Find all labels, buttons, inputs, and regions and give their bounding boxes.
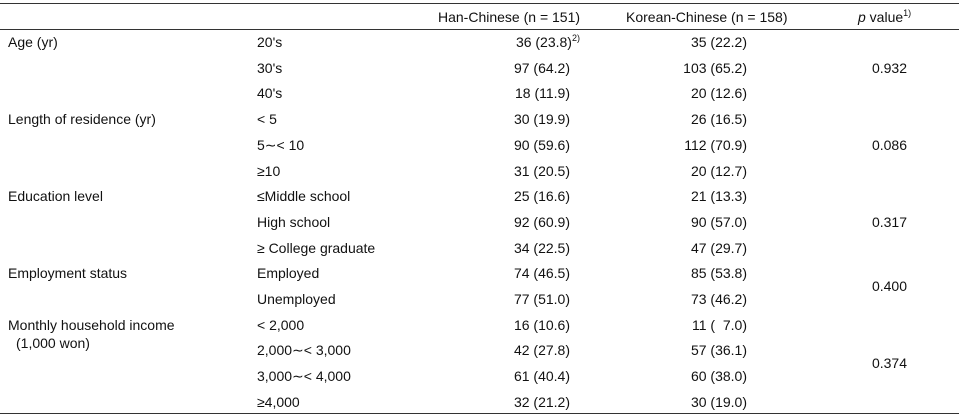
category-label: High school — [257, 213, 331, 230]
category-label: ≥4,000 — [257, 393, 300, 410]
category-label: 40's — [257, 85, 283, 102]
han-chinese-value: 90 (59.6) — [513, 136, 570, 153]
category-label: 20's — [257, 34, 283, 50]
han-chinese-value: 32 (21.2) — [513, 393, 570, 410]
header-p-value — [858, 8, 911, 26]
category-label: 2,000∼< 3,000 — [257, 342, 351, 359]
table-bottom-rule — [0, 413, 959, 414]
han-chinese-value: 18 (11.9) — [515, 85, 570, 102]
korean-chinese-value: 30 (19.0) — [690, 393, 747, 410]
han-chinese-value: 31 (20.5) — [513, 162, 570, 179]
korean-chinese-value: 85 (53.8) — [690, 265, 747, 282]
table-header-rule — [0, 29, 959, 30]
category-label: 3,000∼< 4,000 — [257, 368, 351, 385]
category-label: ≥ College graduate — [257, 239, 376, 256]
korean-chinese-value: 73 (46.2) — [690, 291, 747, 307]
category-label: < 5 — [257, 111, 277, 128]
korean-chinese-value: 57 (36.1) — [690, 342, 747, 359]
han-chinese-value: 30 (19.9) — [513, 111, 570, 128]
category-label: 5∼< 10 — [257, 136, 305, 153]
han-chinese-value: 97 (64.2) — [513, 59, 570, 76]
han-chinese-value: 16 (10.6) — [513, 316, 570, 333]
category-label: < 2,000 — [257, 316, 305, 333]
p-value: 0.086 — [871, 136, 907, 153]
han-chinese-value: 61 (40.4) — [513, 368, 570, 385]
variable-name: Employment status — [8, 265, 128, 282]
korean-chinese-value: 35 (22.2) — [690, 34, 747, 50]
category-label: Unemployed — [257, 291, 336, 307]
korean-chinese-value: 60 (38.0) — [690, 368, 747, 385]
footnote-marker-1: 1) — [903, 8, 912, 18]
han-chinese-value: 77 (51.0) — [513, 291, 570, 307]
variable-name: Length of residence (yr) — [8, 111, 156, 128]
korean-chinese-value: 47 (29.7) — [690, 239, 747, 256]
category-label: ≥10 — [257, 162, 281, 179]
variable-name: Monthly household income — [8, 316, 175, 333]
header-han-chinese: Han-Chinese (n = 151) — [438, 9, 581, 25]
p-value: 0.374 — [871, 355, 907, 372]
variable-name: Education level — [8, 188, 103, 205]
han-chinese-value: 74 (46.5) — [513, 265, 570, 282]
korean-chinese-value: 20 (12.7) — [690, 162, 747, 179]
p-value: 0.400 — [871, 278, 907, 295]
footnote-marker-2: 2) — [571, 33, 580, 43]
variable-unit: (1,000 won) — [16, 334, 90, 351]
han-chinese-value: 34 (22.5) — [513, 239, 570, 256]
variable-name: Age (yr) — [8, 34, 58, 50]
table-top-rule — [0, 3, 959, 4]
korean-chinese-value: 90 (57.0) — [690, 213, 747, 230]
han-chinese-value: 92 (60.9) — [513, 213, 570, 230]
han-chinese-value: 25 (16.6) — [513, 188, 570, 205]
p-value: 0.932 — [871, 59, 907, 76]
p-value: 0.317 — [871, 213, 907, 230]
header-korean-chinese: Korean-Chinese (n = 158) — [626, 9, 788, 25]
korean-chinese-value: 103 (65.2) — [683, 59, 747, 76]
category-label: 30's — [257, 59, 283, 76]
korean-chinese-value: 20 (12.6) — [690, 85, 747, 102]
category-label: Employed — [257, 265, 320, 282]
korean-chinese-value: 11 ( 7.0) — [692, 316, 747, 333]
header-p-symbol: p — [858, 9, 866, 25]
korean-chinese-value: 112 (70.9) — [684, 136, 747, 153]
category-label: ≤Middle school — [257, 188, 351, 205]
han-chinese-value: 42 (27.8) — [513, 342, 570, 359]
han-chinese-value: 36 $(23.8)^{2)}$ — [515, 33, 580, 50]
korean-chinese-value: 26 (16.5) — [690, 111, 747, 128]
korean-chinese-value: 21 (13.3) — [690, 188, 747, 205]
header-p-word: value — [865, 9, 904, 25]
